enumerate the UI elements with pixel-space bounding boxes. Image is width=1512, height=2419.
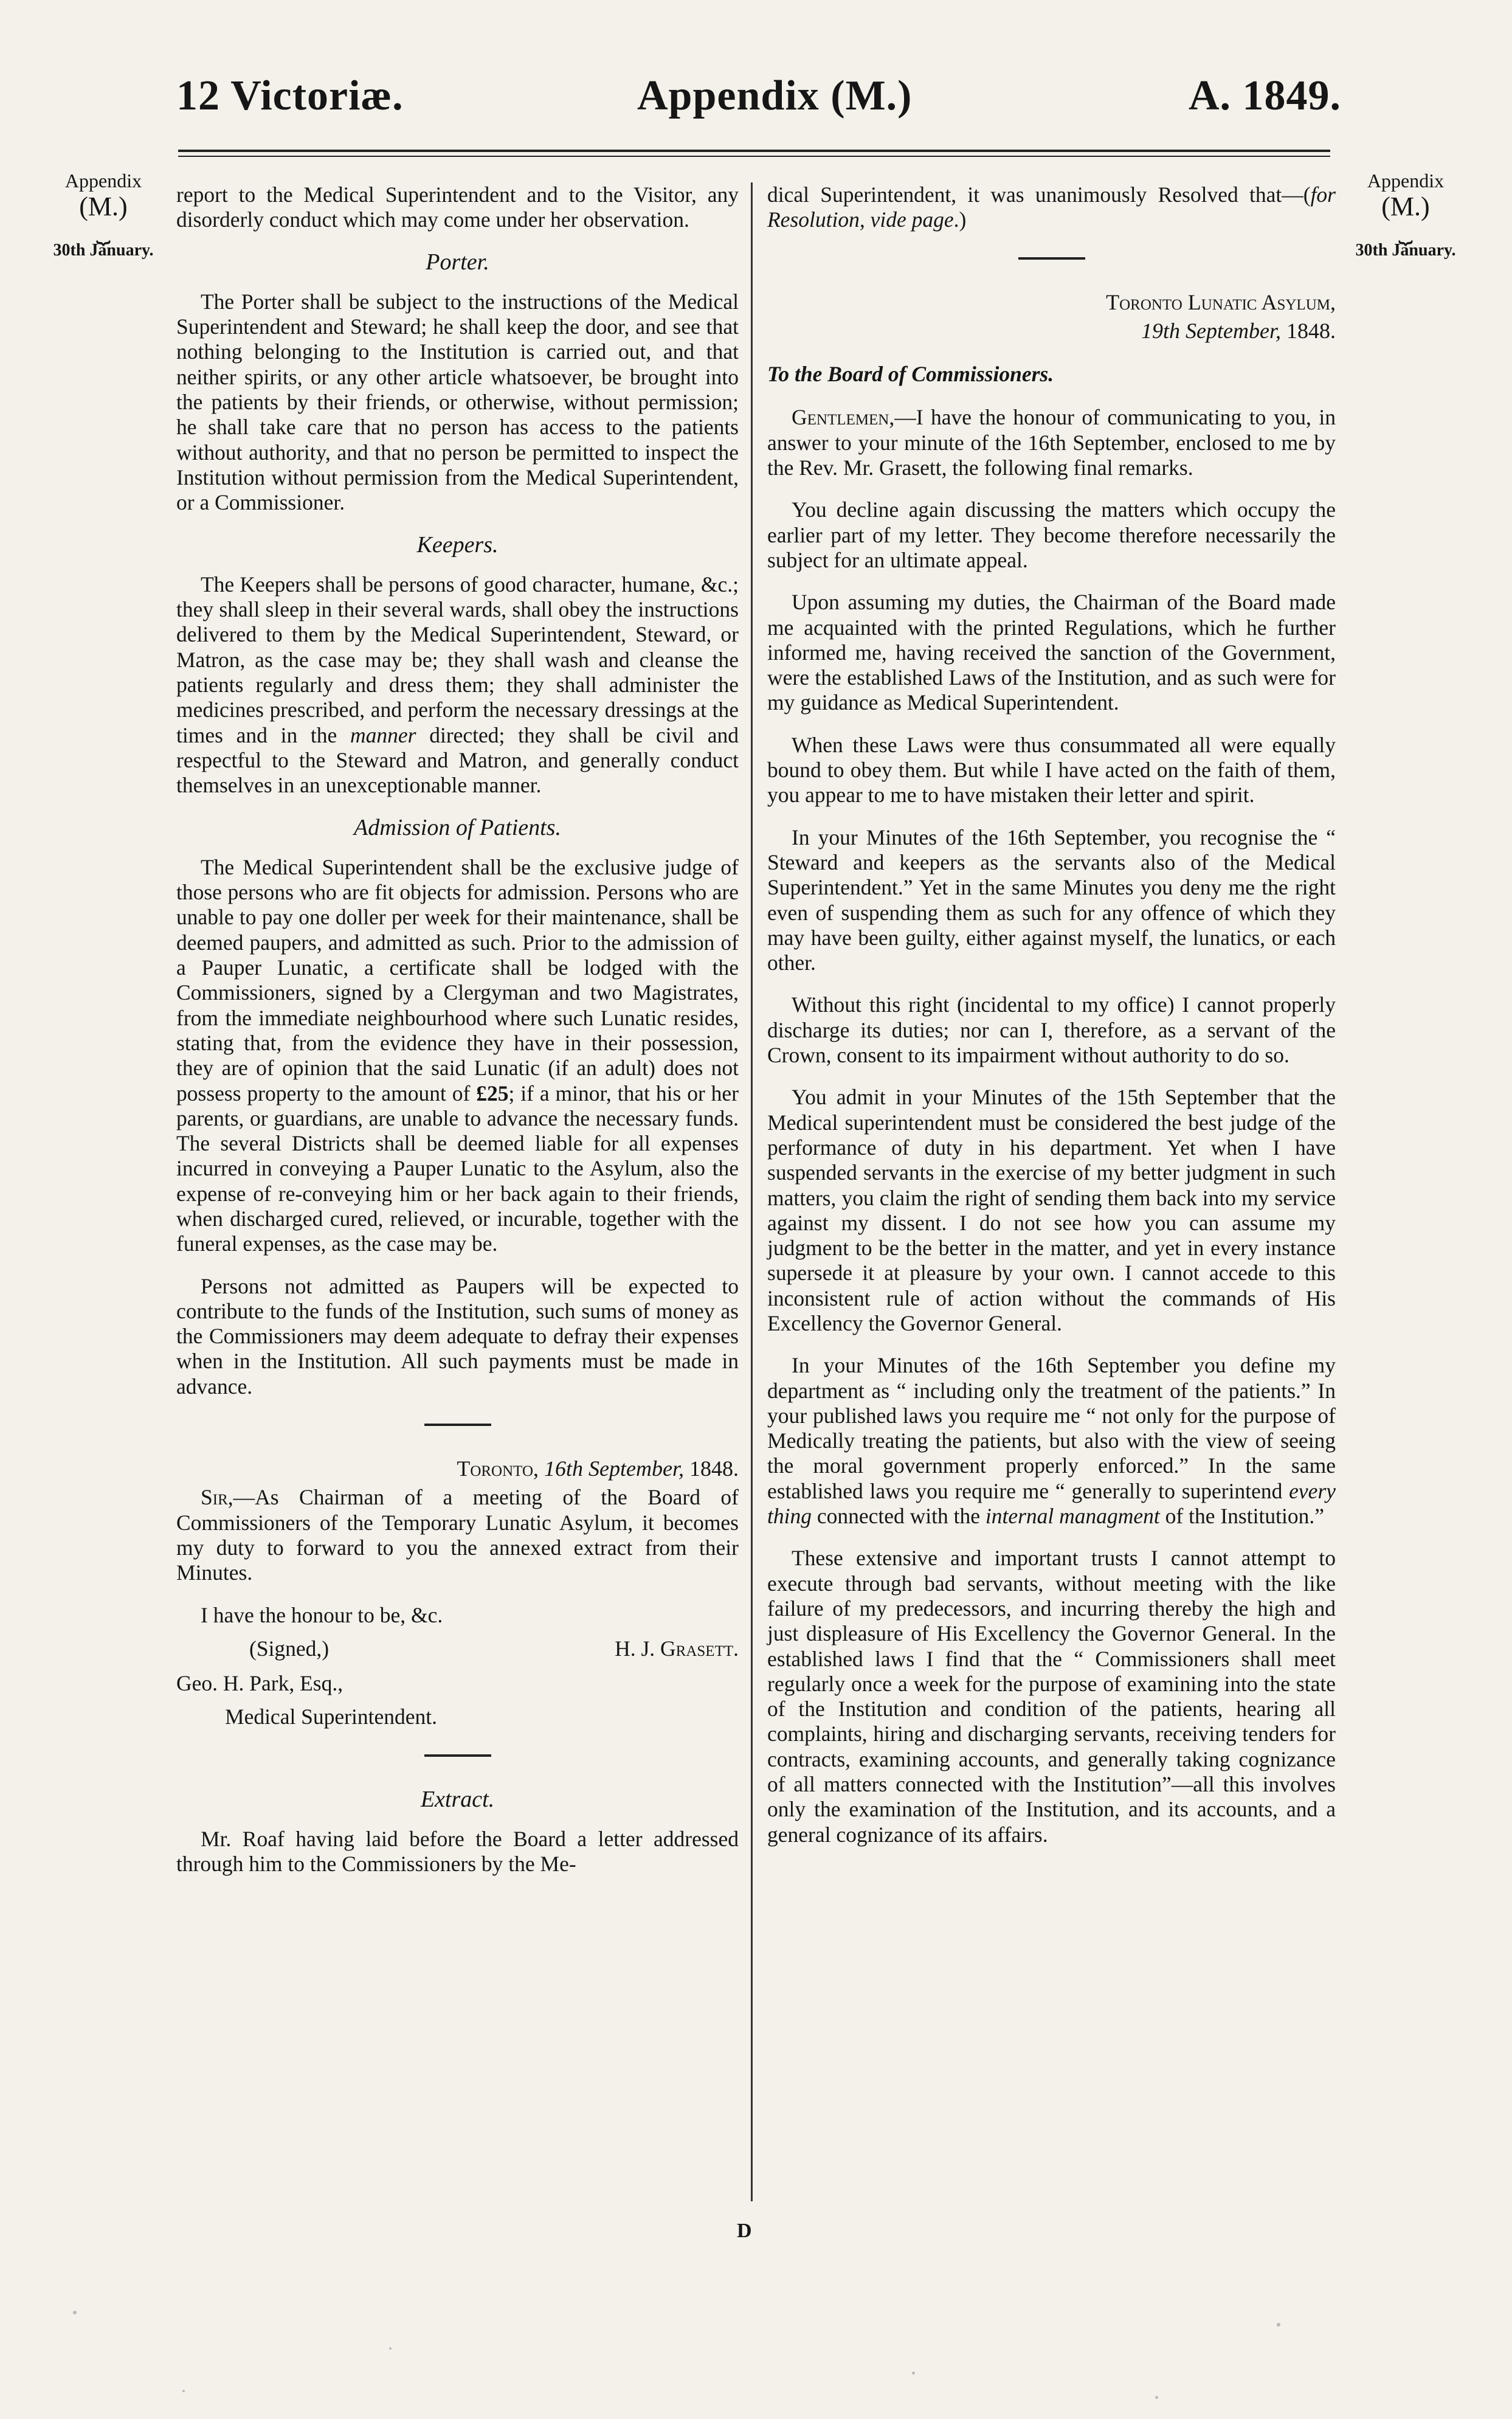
section-separator (424, 1754, 491, 1757)
scan-speck (1155, 2396, 1158, 2399)
letter-dateline-place (767, 290, 1336, 315)
dateline-date: 19th September, (1141, 318, 1281, 343)
margin-note-left (43, 169, 164, 261)
section-heading-porter: Porter. (426, 249, 489, 275)
salutation: Sir, (201, 1485, 233, 1510)
p8-text-b: connected with the (816, 1504, 980, 1529)
letter-paragraph-5: In your Minutes of the 16th September, you recognise the “ Steward and keepers as the servants also of the Medical Superintendent.” Yet in the same Minutes you deny me the right even of suspending them as such for any offence of which they may have been guilty, either against myself, the lunatics, or each other. (767, 825, 1336, 975)
p8-text-c: of the Institution.” (1165, 1504, 1324, 1529)
running-head-left: 12 Victoriæ. (176, 72, 404, 119)
letter-paragraph-8 (767, 1353, 1336, 1529)
margin-note-right (1345, 169, 1466, 261)
running-head-center: Appendix (M.) (637, 72, 913, 119)
margin-date: 30th January. (1355, 241, 1456, 260)
letter-closing: I have the honour to be, &c. (201, 1602, 443, 1627)
salutation: Gentlemen, (792, 405, 895, 430)
recipient-title: Medical Superintendent. (225, 1704, 437, 1729)
dateline-date: 16th September, (544, 1456, 684, 1481)
keepers-paragraph (176, 572, 739, 798)
continuation-paragraph (767, 182, 1336, 233)
letter-paragraph-7: You admit in your Minutes of the 15th September that the Medical superintendent must be considered the best judge of the performance of duty in his department. Yet when I have suspended servants in the exercise of my better judgment in such matters, you claim the right of sending them back into my service against my dissent. I do not see how you can assume my judgment to be the better in the matter, and yet in every instance supersede it at pleasure by your own. I cannot accede to this inconsistent rule of action without the commands of His Excellency the Governor General. (767, 1085, 1336, 1335)
letter-dateline (176, 1456, 739, 1481)
running-head-right: A. 1849. (1189, 72, 1342, 119)
keepers-emphasis: manner (350, 722, 416, 747)
header-rule-thin (178, 156, 1330, 157)
column-divider (751, 182, 753, 2201)
continuation-paragraph: report to the Medical Superintendent and to the Visitor, any disorderly conduct which may come under her observation. (176, 182, 739, 232)
keepers-text-b: directed; they shall be civil and respectful to the Steward and Matron, and generally conduct themselves in an unexceptionable manner. (176, 722, 739, 798)
extract-paragraph: Mr. Roaf having laid before the Board a letter addressed through him to the Commissioners by the Me- (176, 1827, 739, 1877)
section-heading-admission: Admission of Patients. (354, 814, 561, 840)
p8-emphasis-1: every thing (767, 1478, 1336, 1529)
continuation-emphasis: for Resolution, vide page (767, 182, 1336, 232)
admission-text-b: ; if a minor, that his or her parents, or guardians, are unable to advance the necessary funds. The several Districts shall be deemed liable for all expenses incurred in conveying a Pauper Lunatic to the Asylum, also the expense of re-conveying him or her back again to their friends, when discharged cured, relieved, or incurable, together with the funeral expenses, as the case may be. (176, 1081, 739, 1256)
letter-dateline-date (767, 319, 1336, 344)
printer-signature-mark: D (737, 2220, 752, 2242)
dateline-year: 1848. (1286, 318, 1336, 343)
letter-paragraph-2: You decline again discussing the matters which occupy the earlier part of my letter. They become therefore necessarily the subject for an ultimate appeal. (767, 497, 1336, 572)
admission-paragraph (176, 855, 739, 1257)
letter-body: —As Chairman of a meeting of the Board of Commissioners of the Temporary Lunatic Asylum, it becomes my duty to forward to you the annexed extract from their Minutes. (176, 1485, 739, 1585)
brace-icon: ⏟ (96, 216, 111, 244)
letter-paragraph-3: Upon assuming my duties, the Chairman of the Board made me acquainted with the printed Regulations, which he further informed me, having received the sanction of the Government, were the established Laws of the Institution, and as such were for my guidance as Medical Superintendent. (767, 590, 1336, 715)
margin-label: Appendix (1367, 170, 1445, 192)
section-separator (424, 1424, 491, 1426)
admission-text-a: The Medical Superintendent shall be the exclusive judge of those persons who are fit objects for admission. Persons who are unable to pay one doller per week for their maintenance, shall be deemed paupers, and admitted as such. Prior to the admission of a Pauper Lunatic, a certificate shall be lodged with the Commissioners, signed by a Clergyman and two Magistrates, from the immediate neighbourhood where such Lunatic resides, stating that, from the evidence they have in their possession, they are of opinion that the said Lunatic (if an adult) does not possess property to the amount of (176, 854, 739, 1106)
margin-letter: (M.) (1381, 192, 1430, 221)
signer-name: H. J. Grasett. (615, 1636, 739, 1661)
p8-emphasis-2: internal managment (985, 1504, 1160, 1529)
header-rule-thick (178, 150, 1330, 152)
admission-amount: £25 (476, 1081, 509, 1106)
scan-speck (389, 2347, 392, 2350)
p8-text-a: In your Minutes of the 16th September you define my department as “ including only the treatment of the patients.” In your published laws you require me “ not only for the purpose of Medically treating the patients, but also with the view of seeing the moral government properly enforced.” In the same established laws you require me “ generally to superintend (767, 1353, 1336, 1503)
dateline-year: 1848. (689, 1456, 739, 1481)
letter-paragraph-6: Without this right (incidental to my office) I cannot properly discharge its duties; nor can I, therefore, as a servant of the Crown, consent to its impairment without authority to do so. (767, 992, 1336, 1068)
scan-speck (1277, 2323, 1280, 2327)
keepers-text-a: The Keepers shall be persons of good character, humane, &c.; they shall sleep in their several wards, shall obey the instructions delivered to them by the Medical Superintendent, Steward, or Matron, as the case may be; they shall wash and cleanse the patients regularly and dress them; they shall administer the medicines prescribed, and perform the necessary dressings at the times and in the (176, 572, 739, 747)
persons-paragraph: Persons not admitted as Paupers will be expected to contribute to the funds of the Institution, such sums of money as the Commissioners may deem adequate to defray their expenses when in the Institution. All such payments must be made in advance. (176, 1273, 739, 1399)
section-separator (1018, 257, 1085, 260)
letter-paragraph-1 (767, 405, 1336, 480)
letter-addressee: To the Board of Commissioners. (767, 362, 1054, 387)
paragraph-text: —I have the honour of communicating to you, in answer to your minute of the 16th September, enclosed to me by the Rev. Mr. Grasett, the following final remarks. (767, 405, 1336, 480)
margin-letter: (M.) (79, 192, 128, 221)
signature-row (176, 1636, 739, 1661)
margin-label: Appendix (64, 170, 142, 192)
letter-paragraph (176, 1485, 739, 1585)
recipient-name: Geo. H. Park, Esq., (176, 1671, 343, 1696)
section-heading-extract: Extract. (420, 1786, 495, 1812)
letter-paragraph-4: When these Laws were thus consummated all were equally bound to obey them. But while I have acted on the faith of them, you appear to me to have mistaken their letter and spirit. (767, 732, 1336, 808)
continuation-text-a: dical Superintendent, it was unanimously Resolved that—( (767, 182, 1311, 207)
scan-speck (912, 2372, 915, 2375)
porter-paragraph: The Porter shall be subject to the instructions of the Medical Superintendent and Steward; he shall keep the door, and see that nothing belonging to the Institution is carried out, and that neither spirits, or any other article whatsoever, be brought into the patients by their friends, or otherwise, without permission; he shall take care that no person has access to the patients without authority, and that no person be permitted to inspect the Institution without permission from the Medical Superintendent, or a Commissioner. (176, 289, 739, 515)
brace-icon: ⏟ (1398, 216, 1413, 244)
section-heading-keepers: Keepers. (416, 531, 499, 558)
dateline-place: Toronto Lunatic Asylum, (1106, 289, 1336, 314)
scan-speck (73, 2311, 77, 2314)
right-column (767, 182, 1336, 1864)
continuation-text-b: .) (953, 207, 967, 232)
dateline-place: Toronto, (457, 1456, 539, 1481)
letter-paragraph-9: These extensive and important trusts I cannot attempt to execute through bad servants, without meeting with the like failure of my predecessors, and incurring thereby the high and just displeasure of His Excellency the Governor General. In the established laws I find that the “ Commissioners shall meet regularly once a week for the purpose of examining into the state of the Institution and condition of the patients, hearing all complaints, hiring and discharging servants, receiving tenders for contracts, examining accounts, and generally taking cognizance of all matters connected with the Institution”—all this involves only the examination of the Institution, and its accounts, and a general cognizance of its affairs. (767, 1546, 1336, 1847)
left-column (176, 182, 739, 1894)
scan-speck (182, 2390, 185, 2392)
signed-label: (Signed,) (249, 1636, 330, 1661)
margin-date: 30th January. (53, 241, 154, 260)
